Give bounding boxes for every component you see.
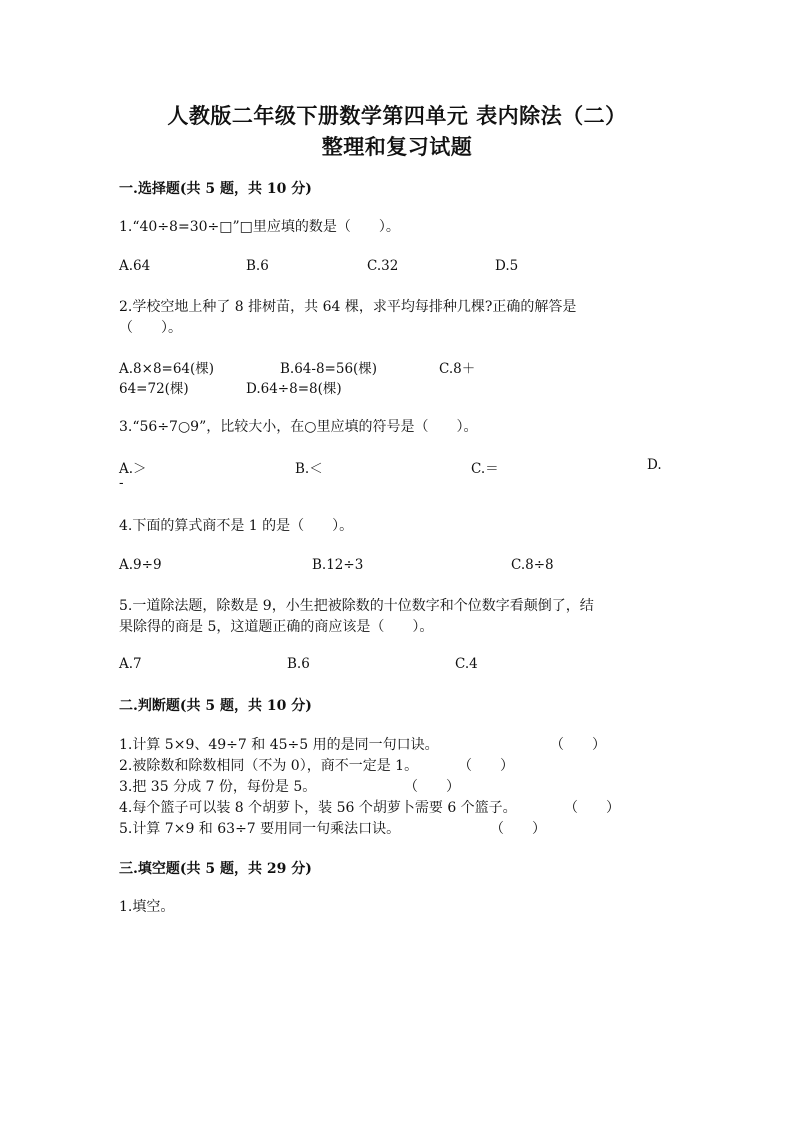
answer-blank[interactable]: （ ） — [550, 737, 606, 753]
question-stem-continued: 果除得的商是 5，这道题正确的商应该是（ ）。 — [119, 619, 434, 635]
judge-question-text: 3.把 35 分成 7 份，每份是 5。 — [119, 779, 317, 795]
option-d-value: - — [119, 475, 124, 491]
option-c: C.＝ — [471, 461, 499, 477]
judge-question — [119, 734, 606, 754]
judge-question — [119, 818, 546, 838]
fill-question: 1.填空。 — [119, 899, 175, 915]
option-c-continued: 64=72(棵) — [119, 381, 189, 397]
judge-question — [119, 797, 620, 817]
option-c: C.4 — [455, 656, 478, 672]
option-c: C.8÷8 — [511, 557, 554, 573]
answer-blank[interactable]: （ ） — [564, 800, 620, 816]
judge-question-text: 2.被除数和除数相同（不为 0），商不一定是 1。 — [119, 758, 419, 774]
section-heading-judge: 二.判断题(共 5 题，共 10 分) — [119, 698, 312, 714]
judge-question — [119, 755, 514, 775]
section-heading-fill: 三.填空题(共 5 题，共 29 分) — [119, 861, 312, 877]
judge-question-text: 5.计算 7×9 和 63÷7 要用同一句乘法口诀。 — [119, 821, 401, 837]
judge-question-text: 1.计算 5×9、49÷7 和 45÷5 用的是同一句口诀。 — [119, 737, 439, 753]
answer-blank[interactable]: （ ） — [458, 758, 514, 774]
option-a: A.9÷9 — [119, 557, 162, 573]
question-stem: 3.“56÷7○9”，比较大小，在○里应填的符号是（ ）。 — [119, 419, 478, 435]
option-a: A.64 — [119, 258, 151, 274]
page-subtitle: 整理和复习试题 — [321, 134, 473, 159]
answer-blank[interactable]: （ ） — [404, 779, 460, 795]
option-c: C.8＋ — [439, 361, 476, 377]
option-c: C.32 — [367, 258, 399, 274]
option-d: D.64÷8=8(棵) — [246, 381, 342, 397]
question-stem: 5.一道除法题，除数是 9，小生把被除数的十位数字和个位数字看颠倒了，结 — [119, 598, 594, 614]
option-b: B.12÷3 — [312, 557, 364, 573]
option-a: A.＞ — [119, 461, 147, 477]
page-title: 人教版二年级下册数学第四单元 表内除法（二） — [167, 103, 627, 128]
option-a: A.8×8=64(棵) — [119, 361, 215, 377]
section-heading-choice: 一.选择题(共 5 题，共 10 分) — [119, 181, 312, 197]
option-a: A.7 — [119, 656, 142, 672]
question-stem: 1.“40÷8=30÷□”□里应填的数是（ ）。 — [119, 219, 400, 235]
option-b: B.64-8=56(棵) — [280, 361, 378, 377]
question-stem: 2.学校空地上种了 8 排树苗，共 64 棵，求平均每排种几棵?正确的解答是 — [119, 299, 577, 315]
option-d: D.5 — [495, 258, 519, 274]
option-b: B.6 — [246, 258, 269, 274]
judge-question-text: 4.每个篮子可以装 8 个胡萝卜，装 56 个胡萝卜需要 6 个篮子。 — [119, 800, 517, 816]
option-b: B.＜ — [295, 461, 323, 477]
answer-blank[interactable]: （ ） — [490, 821, 546, 837]
option-b: B.6 — [287, 656, 310, 672]
question-stem: 4.下面的算式商不是 1 的是（ ）。 — [119, 518, 354, 534]
option-d: D. — [647, 457, 662, 473]
question-stem-continued: （ ）。 — [119, 320, 182, 336]
judge-question — [119, 776, 460, 796]
